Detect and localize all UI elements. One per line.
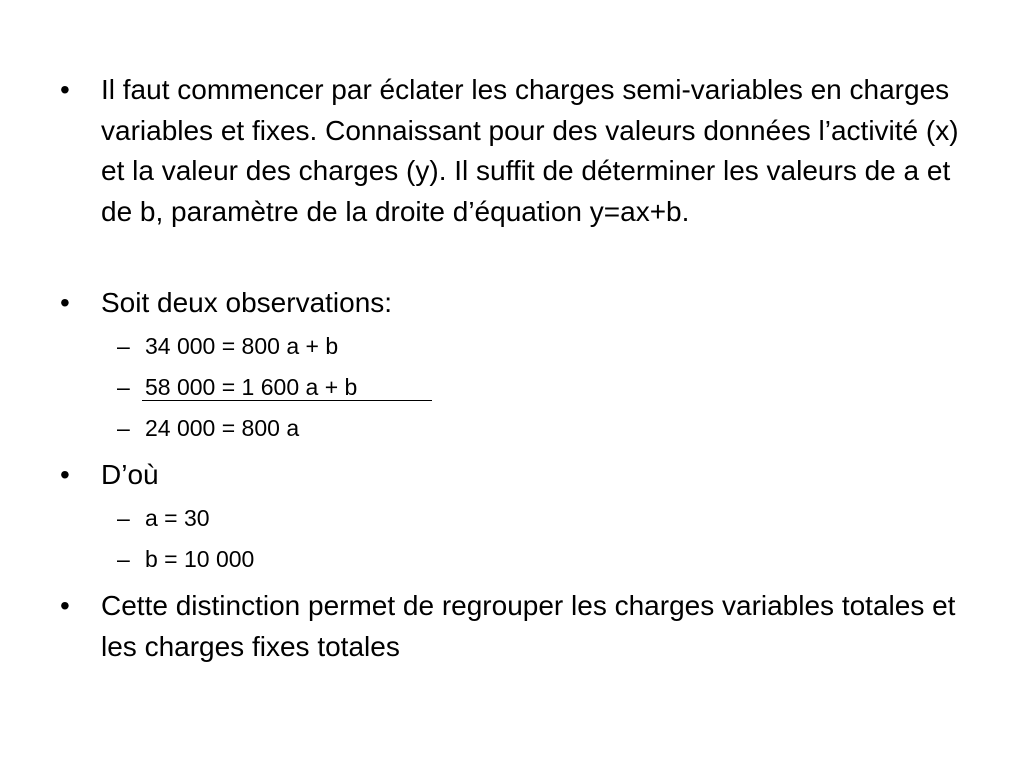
- sub-item-result-a: [117, 504, 210, 532]
- sub-item-result-b: [117, 545, 254, 573]
- bullet-marker: •: [60, 74, 70, 105]
- bullet-item-2: [60, 283, 980, 324]
- bullet-text: Soit deux observations:: [101, 287, 393, 318]
- bullet-marker: •: [60, 287, 70, 318]
- bullet-text: Cette distinction permet de regrouper les charges variables totales et les charges fixes totales: [101, 590, 956, 662]
- sub-item-text: b = 10 000: [145, 546, 255, 572]
- dash-marker: –: [117, 333, 130, 359]
- dash-marker: –: [117, 374, 130, 400]
- sub-item-equation-3: [117, 414, 299, 442]
- bullet-marker: •: [60, 459, 70, 490]
- dash-marker: –: [117, 415, 130, 441]
- bullet-marker: •: [60, 590, 70, 621]
- bullet-item-1: [60, 70, 980, 232]
- sub-item-equation-1: [117, 332, 338, 360]
- bullet-item-4: [60, 586, 980, 667]
- sub-item-text: 58 000 = 1 600 a + b: [145, 374, 358, 400]
- sub-item-text: 34 000 = 800 a + b: [145, 333, 339, 359]
- dash-marker: –: [117, 505, 130, 531]
- sub-item-text: 24 000 = 800 a: [145, 415, 300, 441]
- bullet-item-3: [60, 455, 980, 496]
- bullet-text: D’où: [101, 459, 159, 490]
- dash-marker: –: [117, 546, 130, 572]
- subtraction-rule: [142, 400, 432, 401]
- bullet-text: Il faut commencer par éclater les charges semi-variables en charges variables et fixes. Connaissant pour des valeurs données l’activité (x) et la valeur des charges (y). Il suffit de déterminer les valeurs de a et de b, paramètre de la droite d’équation y=ax+b.: [101, 74, 959, 227]
- sub-item-equation-2: [117, 373, 357, 401]
- sub-item-text: a = 30: [145, 505, 210, 531]
